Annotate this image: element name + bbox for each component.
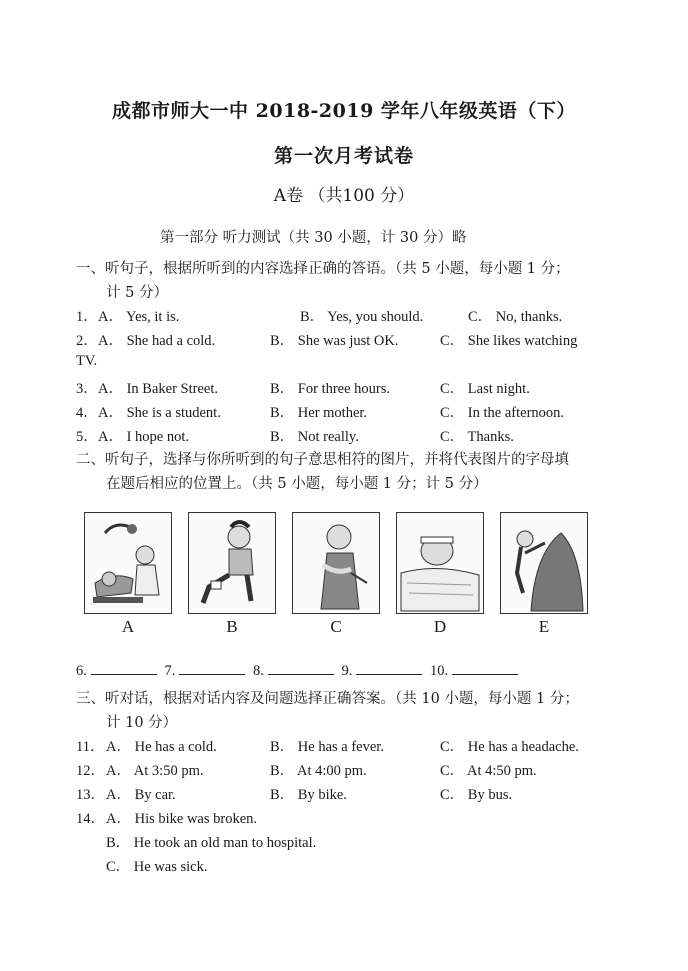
question-number: 3． [76, 381, 98, 397]
option-b: B． By bike. [270, 787, 347, 803]
blank-label: 8. [253, 663, 264, 679]
option-c: C． No, thanks. [468, 309, 563, 325]
answer-blank-7[interactable] [179, 662, 245, 675]
picture-b-hurt-leg [188, 512, 276, 614]
option-c-wrap: TV. [76, 353, 98, 369]
option-c: C． In the afternoon. [440, 405, 565, 421]
option-c: C． By bus. [440, 787, 513, 803]
picture-label-a: A [121, 617, 135, 636]
blank-label: 7. [164, 663, 176, 679]
picture-row [80, 512, 590, 642]
option-a: A． In Baker Street. [98, 381, 218, 397]
option-a: A． Yes, it is. [98, 309, 180, 325]
blank-label: 6. [76, 663, 87, 679]
option-b: B． For three hours. [270, 381, 391, 397]
paper-section-title: A卷 （共100 分） [273, 186, 415, 206]
answer-blanks [76, 662, 522, 680]
option-b: B． Not really. [270, 429, 359, 445]
option-a: A． She is a student. [98, 405, 221, 421]
blank-label: 9. [341, 663, 353, 679]
picture-a-dentist [84, 512, 172, 614]
question-number: 14． [76, 811, 105, 827]
exam-subtitle: 第一次月考试卷 [273, 145, 414, 167]
exam-title: 成都市师大一中 2018-2019 学年八年级英语（下） [112, 100, 576, 122]
picture-label-e: E [538, 617, 550, 636]
section3-instruction-cont: 计 10 分） [106, 715, 178, 731]
question-number: 11． [76, 739, 105, 755]
answer-blank-8[interactable] [268, 662, 334, 675]
option-b: B． At 4:00 pm. [270, 763, 367, 779]
option-c: C． She likes watching [440, 333, 578, 349]
question-number: 5． [76, 429, 98, 445]
picture-e-climbing [500, 512, 588, 614]
question-number: 4． [76, 405, 98, 421]
option-c: C． He was sick. [106, 859, 208, 875]
option-b: B． He took an old man to hospital. [106, 835, 317, 851]
question-number: 1． [76, 309, 98, 325]
option-a: A． She had a cold. [98, 333, 216, 349]
picture-label-d: D [433, 617, 447, 636]
picture-label-b: B [226, 617, 238, 636]
option-c: C． He has a headache. [440, 739, 579, 755]
section2-instruction-cont: 在题后相应的位置上。（共 5 小题，每小题 1 分；计 5 分） [106, 476, 488, 492]
option-c: C． Last night. [440, 381, 530, 397]
picture-c-stomachache [292, 512, 380, 614]
answer-blank-6[interactable] [91, 662, 157, 675]
section1-instruction: 一、听句子，根据所听到的内容选择正确的答语。（共 5 小题，每小题 1 分； [76, 261, 570, 277]
option-a: A． By car. [106, 787, 176, 803]
option-b: B． He has a fever. [270, 739, 384, 755]
section3-instruction: 三、听对话，根据对话内容及问题选择正确答案。（共 10 小题，每小题 1 分； [76, 691, 579, 707]
option-b: B． Her mother. [270, 405, 368, 421]
blank-label: 10. [430, 663, 449, 679]
option-b: B． Yes, you should. [300, 309, 424, 325]
option-a: A． At 3:50 pm. [106, 763, 204, 779]
part-one-heading: 第一部分 听力测试（共 30 小题，计 30 分）略 [160, 230, 467, 246]
question-number: 2． [76, 333, 98, 349]
option-b: B． She was just OK. [270, 333, 399, 349]
section2-instruction: 二、听句子，选择与你所听到的句子意思相符的图片，并将代表图片的字母填 [76, 452, 569, 468]
picture-d-sick-in-bed [396, 512, 484, 614]
option-c: C． Thanks. [440, 429, 514, 445]
option-a: A． His bike was broken. [106, 811, 258, 827]
question-number: 13． [76, 787, 105, 803]
picture-label-c: C [330, 617, 342, 636]
option-c: C． At 4:50 pm. [440, 763, 537, 779]
option-a: A． He has a cold. [106, 739, 217, 755]
question-number: 12． [76, 763, 105, 779]
answer-blank-9[interactable] [356, 662, 422, 675]
option-a: A． I hope not. [98, 429, 190, 445]
answer-blank-10[interactable] [452, 662, 518, 675]
section1-instruction-cont: 计 5 分） [106, 285, 168, 301]
